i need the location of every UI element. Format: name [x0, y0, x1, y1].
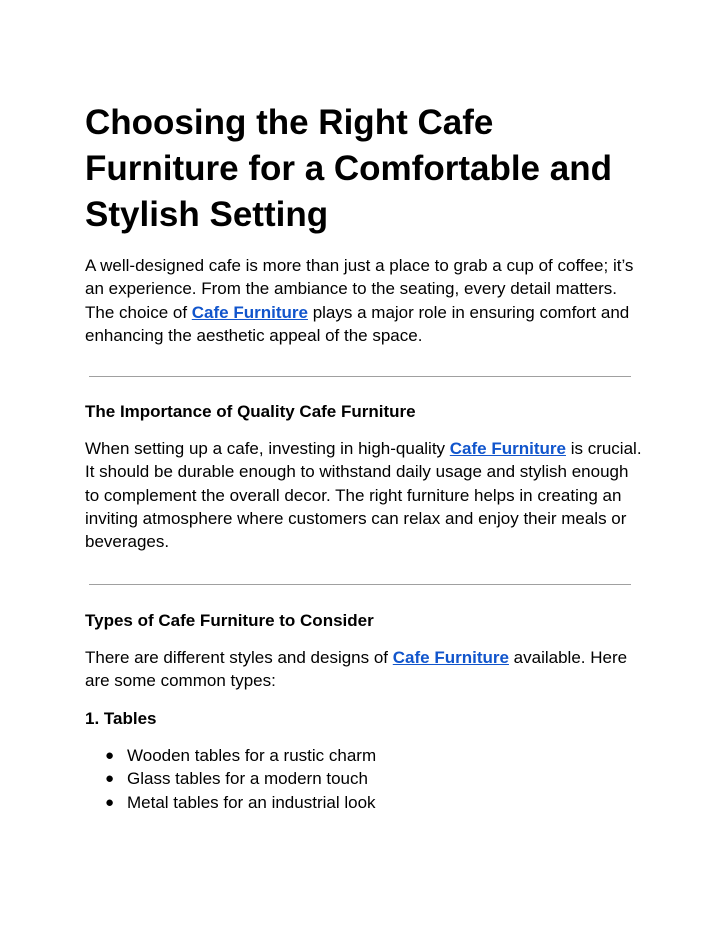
- tables-list: [105, 744, 376, 814]
- bullet-icon: ●: [105, 770, 115, 788]
- importance-text-before: When setting up a cafe, investing in high-quality: [85, 439, 450, 458]
- intro-text-after: plays a major role in ensuring comfort and enhancing the aesthetic appeal of the space.: [85, 302, 630, 345]
- subheading-tables: 1. Tables: [85, 709, 157, 728]
- list-item: [105, 744, 376, 767]
- list-item: [105, 791, 376, 814]
- cafe-furniture-link[interactable]: Cafe Furniture: [191, 302, 308, 322]
- cafe-furniture-link[interactable]: Cafe Furniture: [449, 439, 566, 458]
- intro-paragraph: [85, 254, 645, 347]
- cafe-furniture-link[interactable]: Cafe Furniture: [392, 648, 509, 667]
- list-item-text: Metal tables for an industrial look: [127, 792, 376, 812]
- importance-paragraph: [85, 437, 645, 553]
- page-title: Choosing the Right Cafe Furniture for a Comfortable and Stylish Setting: [85, 103, 612, 234]
- section-heading-types: Types of Cafe Furniture to Consider: [85, 611, 374, 630]
- bullet-icon: ●: [105, 793, 115, 811]
- horizontal-divider: [89, 376, 631, 377]
- importance-text-after: is crucial. It should be durable enough to withstand daily usage and stylish enough to complement the overall decor. The right furniture helps in creating an inviting atmosphere where customers can relax and enjoy their meals or beverages.: [85, 439, 642, 552]
- bullet-icon: ●: [105, 747, 115, 764]
- types-text-after: available. Here are some common types:: [85, 648, 628, 691]
- list-item-text: Wooden tables for a rustic charm: [127, 746, 377, 765]
- horizontal-divider: [89, 584, 631, 585]
- intro-text-before: A well-designed cafe is more than just a place to grab a cup of coffee; it’s an experience. From the ambiance to the seating, every detail matters. The choice of: [85, 256, 634, 322]
- types-paragraph: [85, 646, 645, 693]
- list-item: [105, 767, 376, 790]
- section-heading-importance: The Importance of Quality Cafe Furniture: [85, 402, 416, 421]
- list-item-text: Glass tables for a modern touch: [127, 769, 368, 789]
- types-text-before: There are different styles and designs of: [85, 648, 393, 667]
